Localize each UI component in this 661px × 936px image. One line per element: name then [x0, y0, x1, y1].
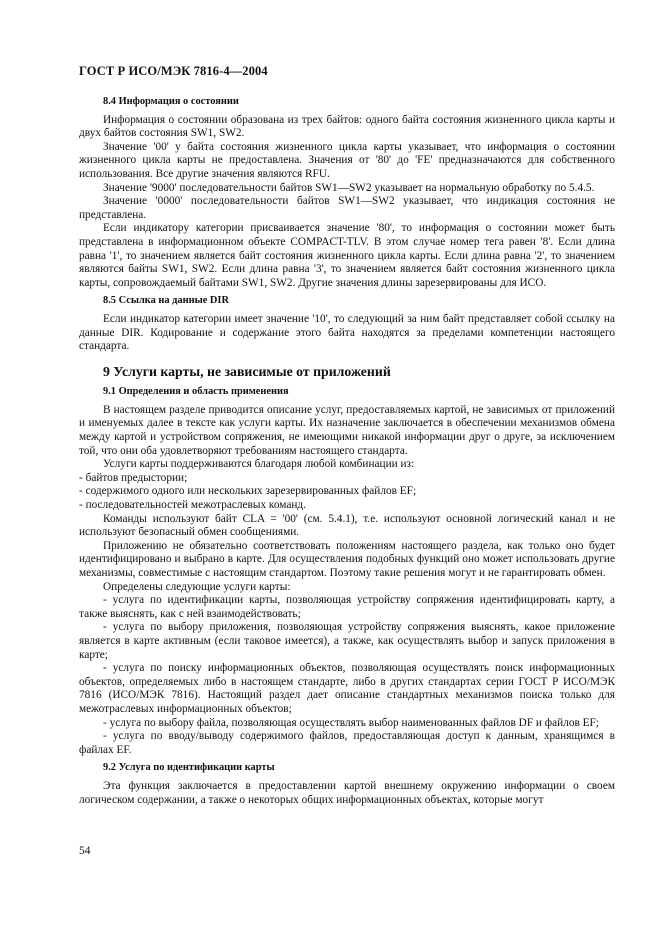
paragraph: Если индикатору категории присваивается значение '80', то информация о состоянии может быть представлена в информационном объекте COMPACT-TLV. В этом случае номер тега равен '8'. Если длина равна '1', то значением является байт состояния жизненного цикла карты. Если длина равна '2', то значением являются байты SW1, SW2. Если длина равна '3', то значением является байт состояния жизненного цикла карты, сопровождаемый байтами SW1, SW2. Другие значения длины зарезервированы для ИСО. [79, 222, 615, 289]
running-header: ГОСТ Р ИСО/МЭК 7816-4—2004 [79, 64, 268, 78]
paragraph: Определены следующие услуги карты: [103, 580, 291, 593]
paragraph: Если индикатор категории имеет значение '10', то следующий за ним байт представляет собой ссылку на данные DIR. Кодирование и содержание этого байта находятся за пределами компетенции настоящего стандарта. [79, 312, 615, 353]
list-item: - услуга по идентификации карты, позволяющая устройству сопряжения идентифицировать карту, а также выяснять, как с ней взаимодействовать; [79, 594, 615, 620]
list-item: - услуга по вводу/выводу содержимого файлов, предоставляющая доступ к данным, хранящимся в файлах EF. [79, 730, 615, 756]
section-9-2-heading: 9.2 Услуга по идентификации карты [103, 762, 275, 774]
paragraph: Значение '9000' последовательности байтов SW1—SW2 указывает на нормальную обработку по 5.4.5. [103, 181, 595, 194]
paragraph: Значение '00' у байта состояния жизненного цикла карты указывает, что информация о состоянии жизненного цикла карты не предоставлена. Значения от '80' до 'FE' предназначаются для собственного использования. Все другие значения являются RFU. [79, 140, 615, 180]
paragraph: Эта функция заключается в предоставлении картой внешнему окружению информации о своем логическом содержании, а также о некоторых общих информационных объектах, которые могут [79, 779, 615, 806]
section-8-5-heading: 8.5 Ссылка на данные DIR [103, 295, 229, 307]
section-9-1-heading: 9.1 Определения и область применения [103, 386, 289, 398]
list-item: - последовательностей межотраслевых команд. [79, 499, 306, 512]
list-item: - байтов предыстории; [79, 471, 188, 484]
paragraph: Приложению не обязательно соответствовать положениям настоящего раздела, как только оно будет идентифицировано и выбрано в карте. Для осуществления подобных функций оно может использовать другие механизмы, совместимые с настоящим стандартом. Поэтому такие решения могут и не гарантировать обмен. [79, 539, 615, 579]
section-9-heading: 9 Услуги карты, не зависимые от приложений [103, 363, 391, 379]
list-item: - содержимого одного или нескольких зарезервированных файлов EF; [79, 485, 417, 498]
list-item: - услуга по поиску информационных объектов, позволяющая осуществлять поиск информационных объектов, определяемых либо в настоящем стандарте, либо в других стандартах серии ГОСТ Р ИСО/МЭК 7816 (ИСО/МЭК 7816). Настоящий раздел дает описание стандартных механизмов поиска только для межотраслевых информационных объектов; [79, 662, 615, 715]
list-item: - услуга по выбору файла, позволяющая осуществлять выбор наименованных файлов DF и файлов EF; [103, 716, 599, 729]
paragraph: В настоящем разделе приводится описание услуг, предоставляемых картой, не зависимых от приложений и именуемых далее в тексте как услуги карты. Их назначение заключается в обеспечении механизмов обмена между картой и устройством сопряжения, не имеющими никакой информации друг о друге, за исключением той, что они оба удовлетворяют требованиям настоящего стандарта. [79, 403, 615, 457]
paragraph: Услуги карты поддерживаются благодаря любой комбинации из: [103, 458, 415, 471]
section-8-4-heading: 8.4 Информация о состоянии [103, 96, 239, 107]
paragraph: Команды используют байт CLA = '00' (см. 5.4.1), т.е. используют основной логический канал и не используют безопасный обмен сообщениями. [79, 512, 615, 539]
page-body [79, 95, 615, 807]
page-number: 54 [79, 845, 91, 857]
list-item: - услуга по выбору приложения, позволяющая устройству сопряжения выяснять, какое приложение является в карте активным (если таковое имеется), а также, как осуществлять выбор и запуск приложения в карте; [79, 621, 615, 661]
paragraph: Значение '0000' последовательности байтов SW1—SW2 указывает, что индикация состояния не представлена. [79, 195, 615, 221]
paragraph: Информация о состоянии образована из трех байтов: одного байта состояния жизненного цикла карты и двух байтов состояния SW1, SW2. [79, 113, 615, 140]
